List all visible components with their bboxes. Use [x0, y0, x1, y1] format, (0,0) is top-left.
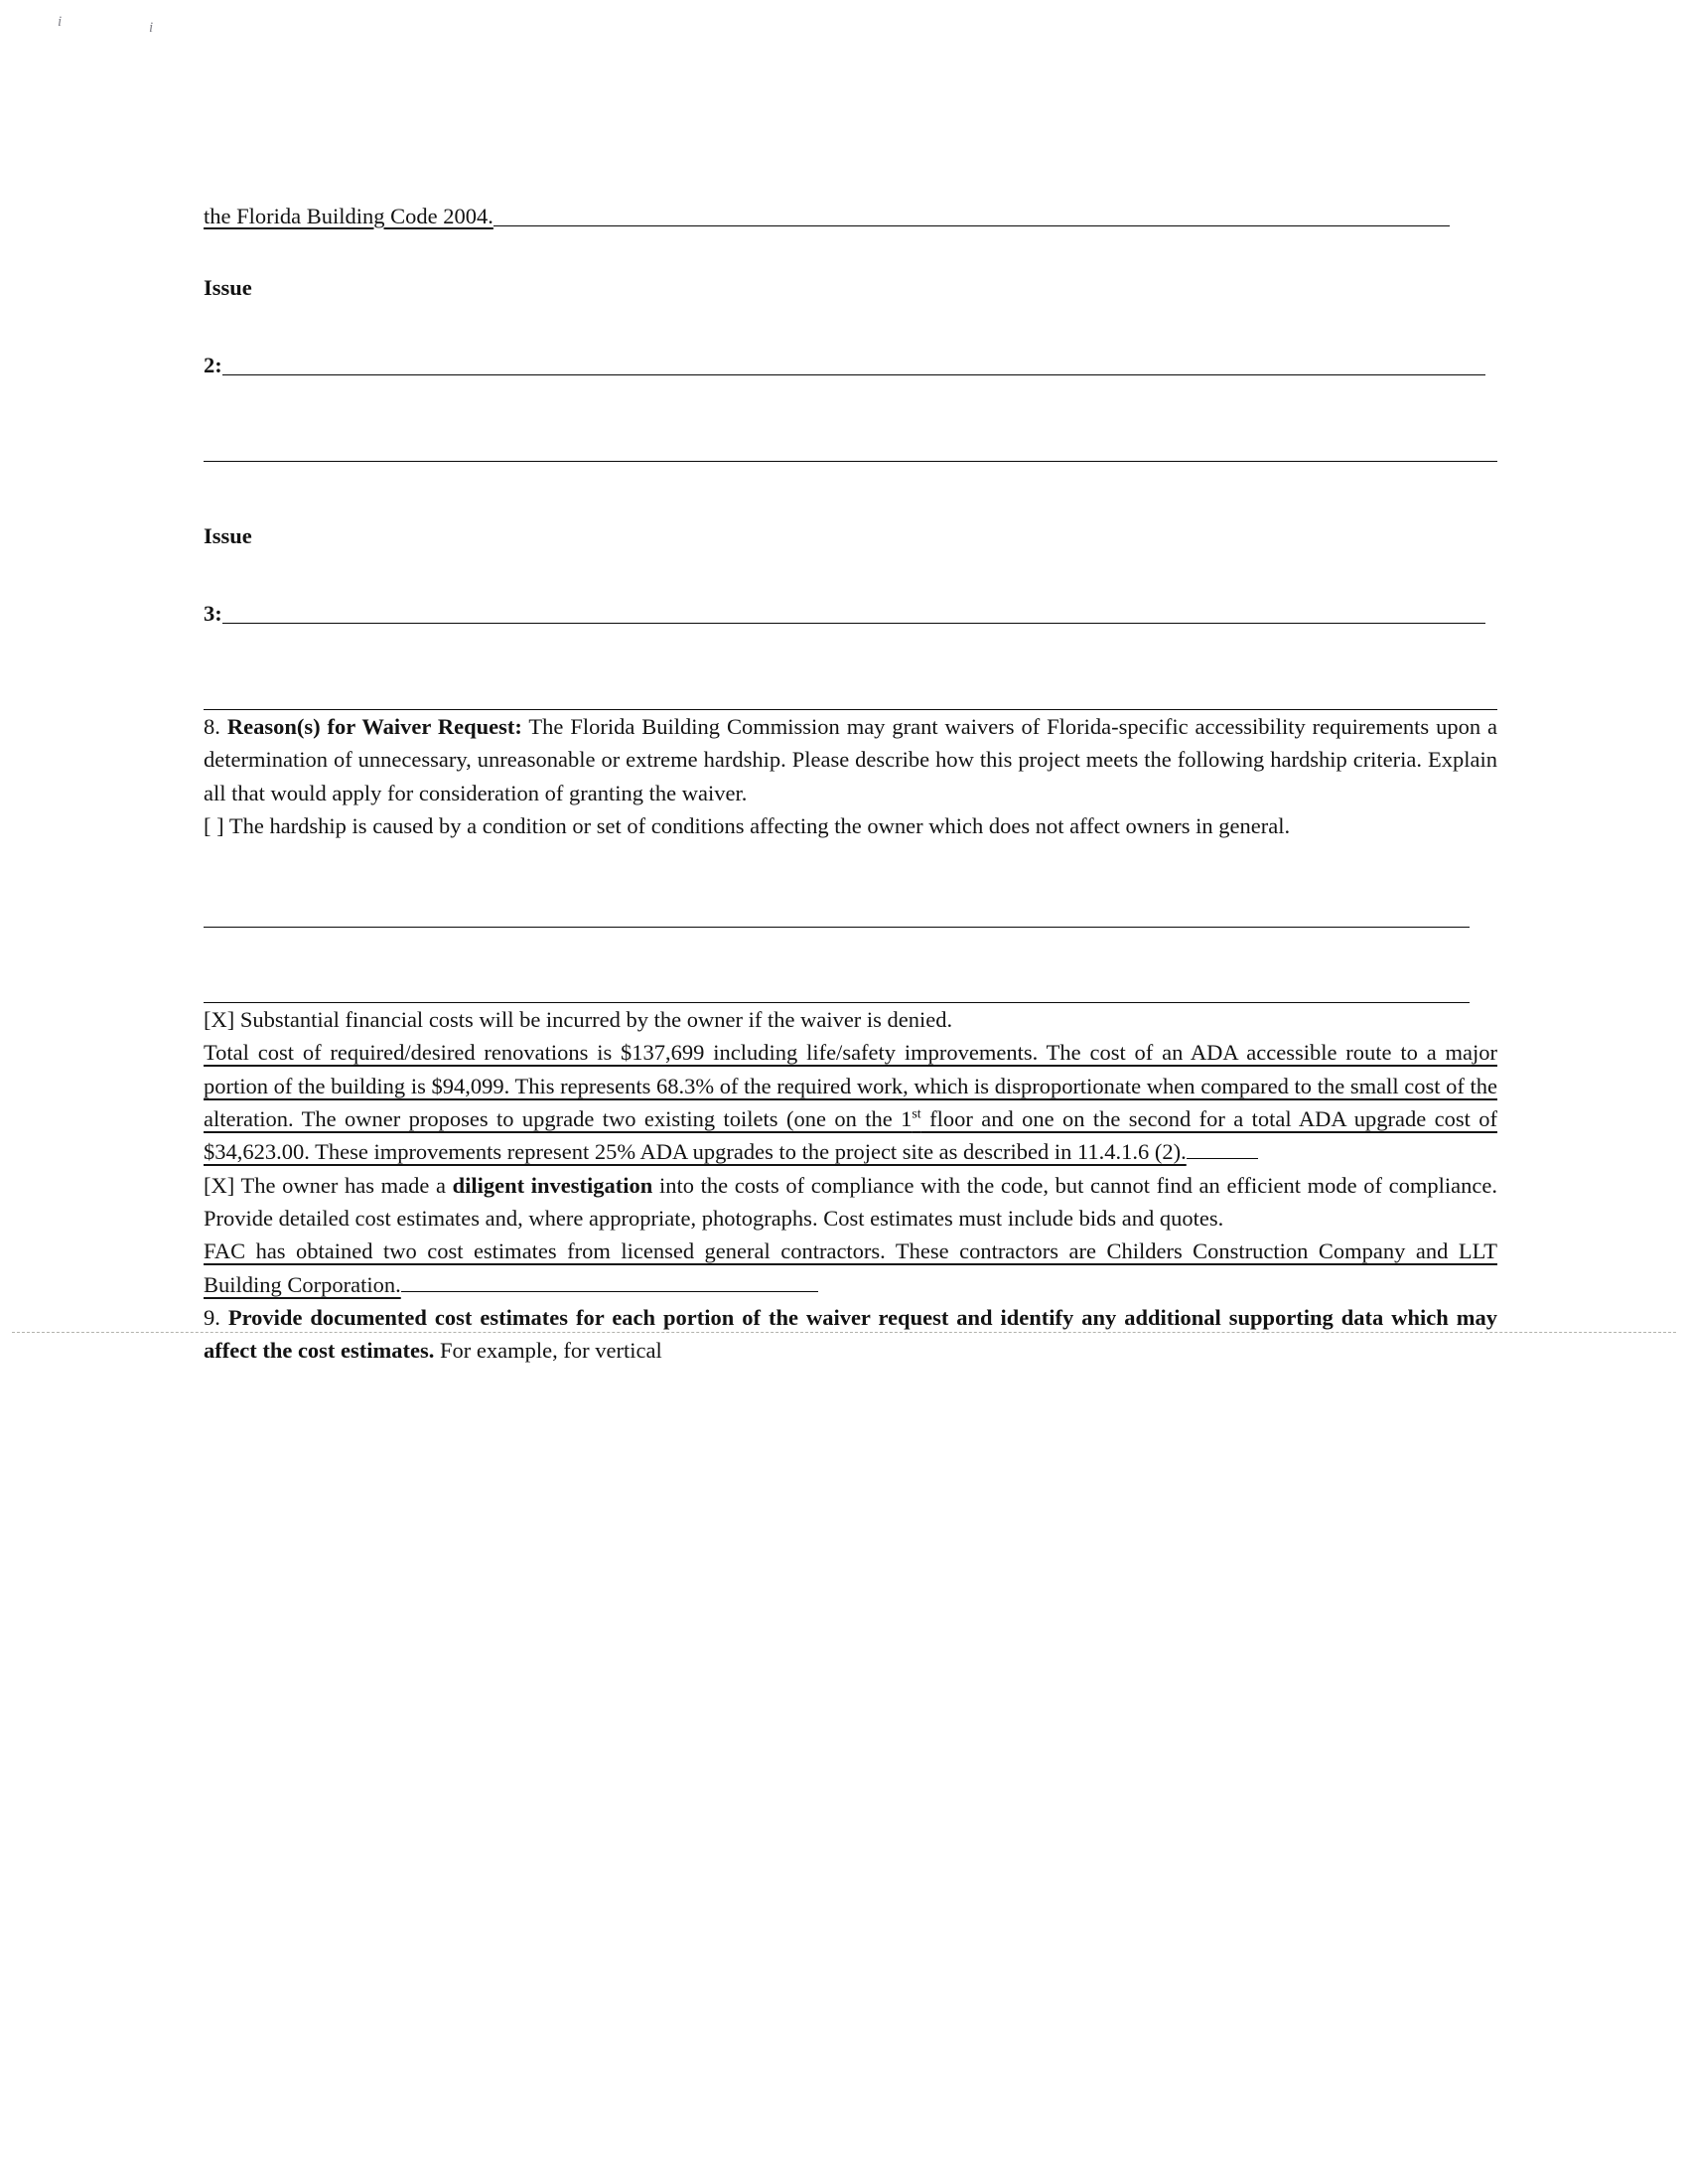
financial-answer-block: [204, 1036, 1497, 1168]
blank-rule: [204, 460, 1497, 462]
issue-3-label: Issue: [204, 523, 252, 548]
section-8-number: 8.: [204, 714, 220, 739]
issue-2-number: 2:: [204, 353, 222, 377]
financial-answer-part2: floor and one on the second for a total ADA upgrade cost of $34,623.00. These improvements represent 25% ADA upgrades to the project site as described in 11.4.1.6 (2).: [204, 1106, 1497, 1165]
fac-answer-block: [204, 1235, 1497, 1301]
investigation-bold: diligent investigation: [452, 1172, 653, 1198]
section-9-paragraph: [204, 1301, 1497, 1368]
issue-3-number: 3:: [204, 601, 222, 626]
blank-rule: [493, 225, 1450, 226]
issue-3-answer-line: [204, 601, 1497, 627]
blank-rule: [222, 623, 1485, 624]
issue-2-answer-line: [204, 353, 1497, 378]
hardship-text: The hardship is caused by a condition or set of conditions affecting the owner which does not affect owners in general.: [223, 812, 1291, 838]
document-content: [204, 0, 1497, 1367]
financial-text: Substantial financial costs will be incurred by the owner if the waiver is denied.: [234, 1007, 953, 1033]
section-8-heading: Reason(s) for Waiver Request:: [226, 714, 522, 739]
checkbox-unchecked: [ ]: [204, 812, 224, 838]
investigation-post: into the costs of compliance with the code, but cannot find an efficient mode of compliance. Provide detailed cost estimates and, where appropriate, photographs. Cost estimates must include bids and quotes.: [204, 1172, 1497, 1231]
code-reference-line: [204, 204, 1497, 229]
section-9-bold: Provide documented cost estimates for each portion of the waiver request and identify any additional supporting data which may affect the cost estimates.: [204, 1304, 1497, 1364]
trailing-rule: [401, 1268, 818, 1292]
financial-checkbox-item: [204, 1003, 1497, 1036]
scan-artifact-mark: i: [58, 14, 63, 30]
investigation-checkbox-item: [204, 1169, 1497, 1236]
financial-answer-superscript: st: [912, 1106, 921, 1122]
code-reference-text: the Florida Building Code 2004.: [204, 204, 493, 228]
issue-2-label: Issue: [204, 275, 252, 300]
section-9-tail: For example, for vertical: [434, 1338, 662, 1364]
blank-rule: [222, 374, 1485, 375]
scan-artifact-mark: i: [149, 20, 154, 36]
financial-answer-part1: Total cost of required/desired renovations is $137,699 including life/safety improvements. The cost of an ADA accessible route to a major portion of the building is $94,099. This represents 68.3% of the required work, which is disproportionate when compared to the small cost of the alteration. The owner proposes to upgrade two existing toilets (one on the 1: [204, 1040, 1497, 1132]
section-8-paragraph: [204, 710, 1497, 809]
section-9-number: 9.: [204, 1304, 220, 1330]
trailing-rule: [1187, 1136, 1258, 1160]
blank-rule: [204, 926, 1470, 928]
investigation-pre: The owner has made a: [234, 1172, 453, 1198]
checkbox-checked: [X]: [204, 1007, 235, 1033]
section-8-body: The Florida Building Commission may grant waivers of Florida-specific accessibility requirements upon a determination of unnecessary, unreasonable or extreme hardship. Please describe how this project meets the following hardship criteria. Explain all that would apply for consideration of granting the waiver.: [204, 714, 1498, 805]
fac-answer-text: FAC has obtained two cost estimates from licensed general contractors. These contractors are Childers Construction Company and LLT Building Corporation.: [204, 1238, 1497, 1297]
checkbox-checked: [X]: [204, 1172, 235, 1198]
hardship-checkbox-item: [204, 809, 1497, 842]
